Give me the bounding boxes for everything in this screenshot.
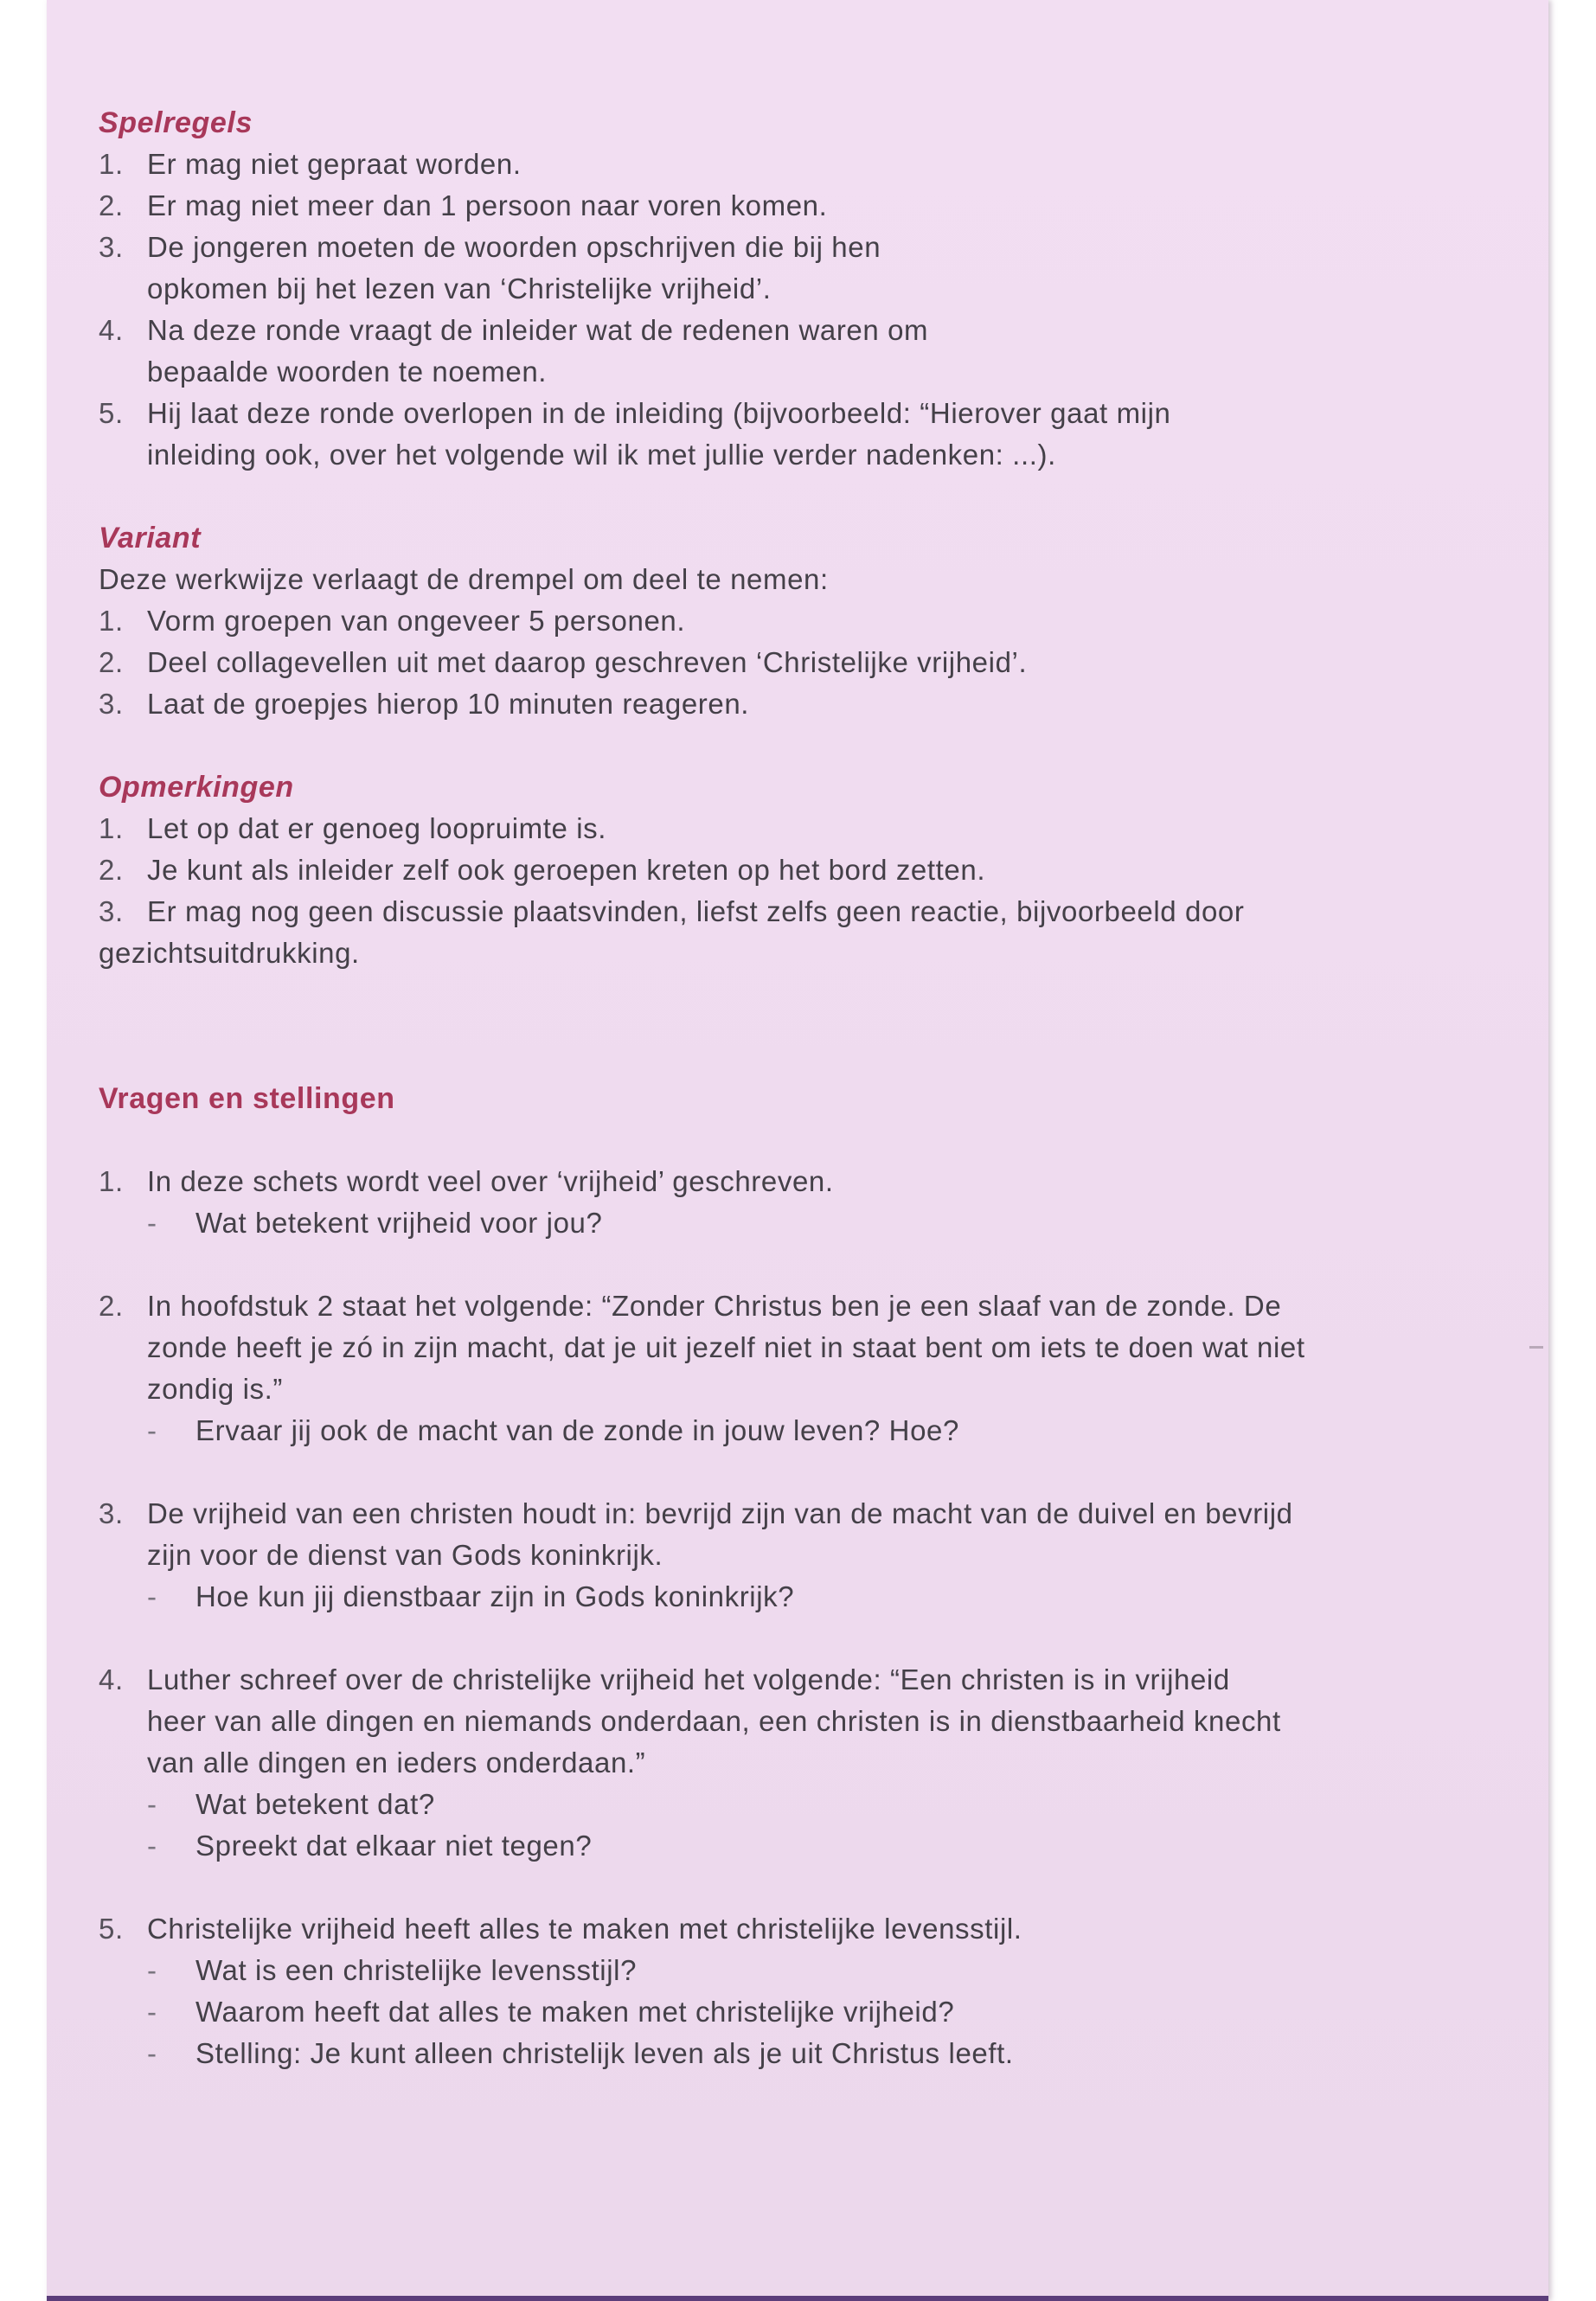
rules-list [99, 144, 1517, 476]
question-text-line: In hoofdstuk 2 staat het volgende: “Zonder Christus ben je een slaaf van de zonde. De [147, 1290, 1282, 1322]
item-number: 4. [99, 314, 124, 346]
spacer [99, 476, 1517, 517]
bottom-edge-strip [47, 2296, 1548, 2301]
list-item [99, 144, 1517, 185]
question-item [99, 1161, 1517, 1244]
item-number: 3. [99, 895, 124, 927]
item-number: 1. [99, 812, 124, 844]
item-number: 4. [99, 1663, 124, 1695]
sub-question-text: Wat betekent dat? [195, 1788, 435, 1820]
sub-question [147, 1991, 1517, 2033]
item-number: 1. [99, 1165, 124, 1197]
question-text-line: zondig is.” [147, 1373, 284, 1405]
sub-question-list [147, 1784, 1517, 1867]
sub-question-text: Wat is een christelijke levensstijl? [195, 1954, 638, 1986]
item-text: Je kunt als inleider zelf ook geroepen kreten op het bord zetten. [147, 854, 986, 886]
question-text-line: heer van alle dingen en niemands onderdaan, een christen is in dienstbaarheid knecht [147, 1705, 1281, 1737]
questions-list [99, 1161, 1517, 2074]
sub-question-list [147, 1410, 1517, 1452]
item-number: 2. [99, 854, 124, 886]
item-text-line: gezichtsuitdrukking. [99, 937, 360, 969]
item-text: Let op dat er genoeg loopruimte is. [147, 812, 607, 844]
dash-bullet: - [147, 1788, 157, 1820]
section-variant [99, 517, 1517, 725]
sub-question [147, 2033, 1517, 2074]
list-item [99, 310, 1517, 393]
item-text-line: De jongeren moeten de woorden opschrijven die bij hen [147, 231, 881, 263]
dash-bullet: - [147, 1580, 157, 1612]
item-text: Er mag niet meer dan 1 persoon naar voren komen. [147, 189, 828, 221]
dash-bullet: - [147, 1954, 157, 1986]
dash-bullet: - [147, 2037, 157, 2069]
question-item [99, 1908, 1517, 2074]
section-heading: Spelregels [99, 106, 253, 139]
spacer [99, 1057, 1517, 1078]
spacer [99, 1867, 1517, 1908]
list-item [99, 683, 1517, 725]
spacer [99, 974, 1517, 1057]
dash-bullet: - [147, 1207, 157, 1239]
item-text-line: opkomen bij het lezen van ‘Christelijke vrijheid’. [147, 272, 772, 304]
question-item [99, 1659, 1517, 1867]
spacer [99, 725, 1517, 766]
section-heading: Variant [99, 522, 202, 554]
document-content [99, 102, 1517, 2074]
section-vragen [99, 1078, 1517, 2074]
question-text: Christelijke vrijheid heeft alles te maken met christelijke levensstijl. [147, 1913, 1022, 1945]
item-number: 1. [99, 148, 124, 180]
item-number: 5. [99, 1913, 124, 1945]
item-text-line: Hij laat deze ronde overlopen in de inleiding (bijvoorbeeld: “Hierover gaat mijn [147, 397, 1171, 429]
item-number: 3. [99, 231, 124, 263]
item-text-line: bepaalde woorden te noemen. [147, 356, 548, 388]
dash-bullet: - [147, 1830, 157, 1862]
sub-question-list [147, 1576, 1517, 1618]
dash-bullet: - [147, 1996, 157, 2028]
item-number: 3. [99, 1497, 124, 1529]
sub-question-text: Ervaar jij ook de macht van de zonde in jouw leven? Hoe? [195, 1414, 959, 1446]
sub-question [147, 1825, 1517, 1867]
item-text: Er mag niet gepraat worden. [147, 148, 522, 180]
item-text-line: Na deze ronde vraagt de inleider wat de redenen waren om [147, 314, 929, 346]
sub-question-list [147, 1202, 1517, 1244]
question-text-line: Luther schreef over de christelijke vrijheid het volgende: “Een christen is in vrijheid [147, 1663, 1230, 1695]
question-text-line: zonde heeft je zó in zijn macht, dat je uit jezelf niet in staat bent om iets te doen wat niet [147, 1331, 1305, 1363]
sub-question-text: Wat betekent vrijheid voor jou? [195, 1207, 603, 1239]
item-text: Deel collagevellen uit met daarop geschreven ‘Christelijke vrijheid’. [147, 646, 1028, 678]
list-item [99, 393, 1517, 476]
sub-question [147, 1950, 1517, 1991]
list-item [99, 891, 1517, 974]
item-number: 1. [99, 605, 124, 637]
spacer [99, 1244, 1517, 1285]
sub-question-text: Stelling: Je kunt alleen christelijk leven als je uit Christus leeft. [195, 2037, 1014, 2069]
question-text-line: De vrijheid van een christen houdt in: bevrijd zijn van de macht van de duivel en bevrijd [147, 1497, 1293, 1529]
list-item [99, 227, 1517, 310]
sub-question [147, 1576, 1517, 1618]
question-item [99, 1493, 1517, 1618]
item-number: 2. [99, 646, 124, 678]
sub-question-text: Spreekt dat elkaar niet tegen? [195, 1830, 593, 1862]
section-intro: Deze werkwijze verlaagt de drempel om deel te nemen: [99, 563, 829, 595]
spacer [99, 1119, 1517, 1161]
sub-question-text: Waarom heeft dat alles te maken met christelijke vrijheid? [195, 1996, 955, 2028]
item-number: 2. [99, 189, 124, 221]
section-heading: Opmerkingen [99, 771, 294, 804]
item-text-line: Er mag nog geen discussie plaatsvinden, liefst zelfs geen reactie, bijvoorbeeld door [147, 895, 1245, 927]
list-item [99, 600, 1517, 642]
sub-question [147, 1784, 1517, 1825]
item-text: Laat de groepjes hierop 10 minuten reageren. [147, 688, 750, 720]
section-opmerkingen [99, 766, 1517, 974]
list-item [99, 185, 1517, 227]
margin-mark [1529, 1346, 1543, 1349]
item-number: 5. [99, 397, 124, 429]
list-item [99, 849, 1517, 891]
variant-list [99, 600, 1517, 725]
item-number: 3. [99, 688, 124, 720]
question-text-line: zijn voor de dienst van Gods koninkrijk. [147, 1539, 663, 1571]
item-text-line: inleiding ook, over het volgende wil ik met jullie verder nadenken: ...). [147, 439, 1056, 471]
sub-question [147, 1410, 1517, 1452]
sub-question-list [147, 1950, 1517, 2074]
spacer [99, 1452, 1517, 1493]
section-heading: Vragen en stellingen [99, 1082, 395, 1115]
section-spelregels [99, 102, 1517, 476]
list-item [99, 808, 1517, 849]
list-item [99, 642, 1517, 683]
sub-question-text: Hoe kun jij dienstbaar zijn in Gods koninkrijk? [195, 1580, 795, 1612]
sub-question [147, 1202, 1517, 1244]
spacer [99, 1618, 1517, 1659]
question-item [99, 1285, 1517, 1452]
item-text: Vorm groepen van ongeveer 5 personen. [147, 605, 686, 637]
remarks-list [99, 808, 1517, 974]
question-text: In deze schets wordt veel over ‘vrijheid’ geschreven. [147, 1165, 834, 1197]
item-number: 2. [99, 1290, 124, 1322]
dash-bullet: - [147, 1414, 157, 1446]
question-text-line: van alle dingen en ieders onderdaan.” [147, 1747, 646, 1779]
